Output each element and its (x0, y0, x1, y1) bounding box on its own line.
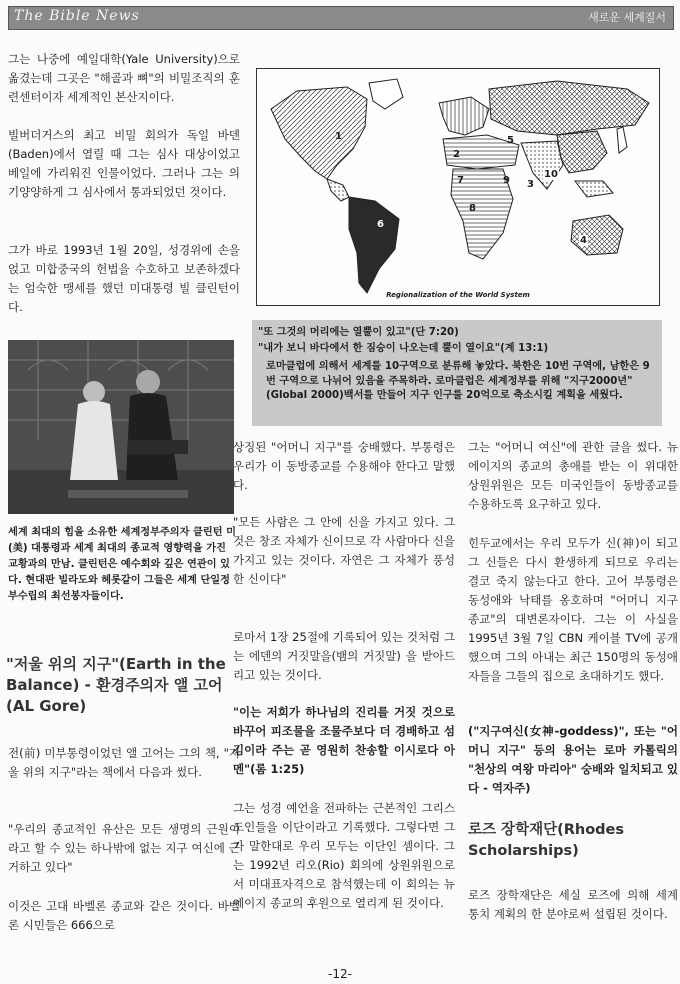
section1-paragraph-2: "우리의 종교적인 유산은 모든 생명의 근원이라고 할 수 있는 하나밖에 없는 지구 여신에 근거하고 있다" (8, 822, 240, 874)
col2-paragraph-3: 로마서 1장 25절에 기록되어 있는 것처럼 그는 에덴의 거짓말을(뱀의 거짓말) 을 받아드리고 있는 것이다. (233, 630, 455, 682)
page-number: -12- (328, 967, 352, 981)
world-map-figure (257, 69, 659, 305)
col1-paragraph-1: 그는 나중에 예일대학(Yale University)으로 옮겼는데 그곳은 "해골과 뼈"의 비밀조직의 훈련센터이자 세계적인 본산지이다. (8, 52, 240, 104)
region-label-7: 7 (457, 175, 464, 186)
section-heading-rhodes: 로즈 장학재단(Rhodes Scholarships) (468, 822, 625, 859)
region-label-6: 6 (377, 219, 384, 230)
col2-paragraph-2: "모든 사람은 그 안에 신을 가지고 있다. 그것은 창조 자체가 신이므로 각 사람마다 신을 가지고 있는 것이다. 자연은 그 자체가 풍성한 신이다" (233, 515, 455, 586)
masthead-logo: The Bible News (14, 8, 140, 24)
world-regions-map (256, 68, 660, 306)
quote-line-3: 로마클럽에 의해서 세계를 10구역으로 분류해 놓았다. 북한은 10번 구역에, 남한은 9번 구역으로 나뉘어 있음을 주목하라. 로마클럽은 세계정부를 위해 "지구2000년"(Global 2000)백서를 만들어 지구 인구를 20억으로 축소시킬 계획을 세웠다. (266, 361, 650, 401)
region-label-10: 10 (544, 169, 558, 180)
photo-image (8, 340, 234, 514)
region-label-5: 5 (507, 135, 514, 146)
scripture-quote-box (252, 320, 662, 426)
col1-paragraph-2: 빌버더거스의 최고 비밀 회의가 독일 바덴(Baden)에서 열릴 때 그는 심사 대상이었고 베일에 가리워진 인물이었다. 그러나 그는 의기양양하게 그 심사에서 통과되었던 것이다. (8, 128, 240, 199)
quote-line-2: "내가 보니 바다에서 한 짐승이 나오는데 뿔이 열이요"(계 13:1) (258, 343, 549, 354)
region-label-3: 3 (527, 179, 534, 190)
page-header (0, 0, 680, 34)
region-label-2: 2 (453, 149, 460, 160)
col2-paragraph-5: 그는 성경 예언을 전파하는 근본적인 그리스도인들을 이단이라고 기록했다. 그렇다면 그가 말한대로 우리 모두는 이단인 셈이다. 그는 1992년 리오(Rio) 회의에 상원위원으로서 미대표자격으로 참석했는데 이 회의는 뉴 에이지 종교의 후원으로 열리게 된 것이다. (233, 801, 455, 910)
region-label-4: 4 (580, 235, 587, 246)
clinton-pope-photo (8, 340, 234, 514)
col2-scripture-romans: "이는 저희가 하나님의 진리를 거짓 것으로 바꾸어 피조물을 조물주보다 더 경배하고 섬김이라 주는 곧 영원히 찬송할 이시로다 아멘"(롬 1:25) (233, 705, 455, 776)
section-title: 새로운 세계질서 (588, 11, 666, 24)
region-label-8: 8 (469, 203, 476, 214)
quote-line-1: "또 그것의 머리에는 열뿔이 있고"(단 7:20) (258, 327, 459, 338)
photo-caption: 세계 최대의 힘을 소유한 세계정부주의자 클린턴 미(美) 대통령과 세계 최대의 종교적 영향력을 가진 교황과의 만남. 클린턴은 예수회와 깊은 연관이 있다. 현대판 빌라도와 헤롯같이 그들은 세계 단일정부수립의 최선봉자들이다. (8, 527, 236, 602)
region-label-1: 1 (335, 131, 342, 142)
col2-paragraph-1: 상징된 "어머니 지구"를 숭배했다. 부통령은 우리가 이 동방종교를 수용해야 한다고 말했다. (233, 440, 455, 492)
section-heading-earth-in-balance: "저울 위의 지구"(Earth in the Balance) - 환경주의자 앨 고어(AL Gore) (6, 655, 226, 715)
col1-paragraph-3: 그가 바로 1993년 1월 20일, 성경위에 손을 얹고 미합중국의 헌법을 수호하고 보존하겠다는 엄숙한 맹세를 했던 미대통령 빌 클린턴이다. (8, 243, 240, 314)
section1-paragraph-1: 전(前) 미부통령이었던 앨 고어는 그의 책, "저울 위의 지구"라는 책에서 다음과 썼다. (8, 746, 240, 779)
col3-translator-note: ("지구여신(女神-goddess)", 또는 "어머니 지구" 등의 용어는 로마 카톨릭의 "천상의 여왕 마리아" 숭배와 일치되고 있다 - 역자주) (468, 724, 678, 795)
col3-paragraph-2: 힌두교에서는 우리 모두가 신(神)이 되고 그 신들은 다시 환생하게 되므로 우리는 결코 죽지 않는다고 한다. 고어 부통령은 동성애와 낙태를 옹호하며 "어머니 지구 종교"의 대변론자이다. 그는 이 사실을 1995년 3월 7일 CBN 케이블 TV에 공개했으며 그의 아내는 최근 150명의 동성애자들을 그들의 집으로 초대하기도 했다. (468, 536, 678, 683)
section1-paragraph-3: 이것은 고대 바벨론 종교와 같은 것이다. 바벨론 시민들은 666으로 (8, 899, 240, 932)
map-caption: Regionalization of the World System (386, 291, 530, 299)
col3-paragraph-rhodes: 로즈 장학재단은 세실 로즈에 의해 세계 통치 계획의 한 분야로써 설립된 것이다. (468, 888, 678, 921)
col3-paragraph-1: 그는 "어머니 여신"에 관한 글을 썼다. 뉴 에이지의 종교의 총애를 받는 이 위대한 상원위원은 모든 미국인들이 동방종교를 수용하도록 요구하고 있다. (468, 440, 678, 511)
region-label-9: 9 (503, 175, 510, 186)
